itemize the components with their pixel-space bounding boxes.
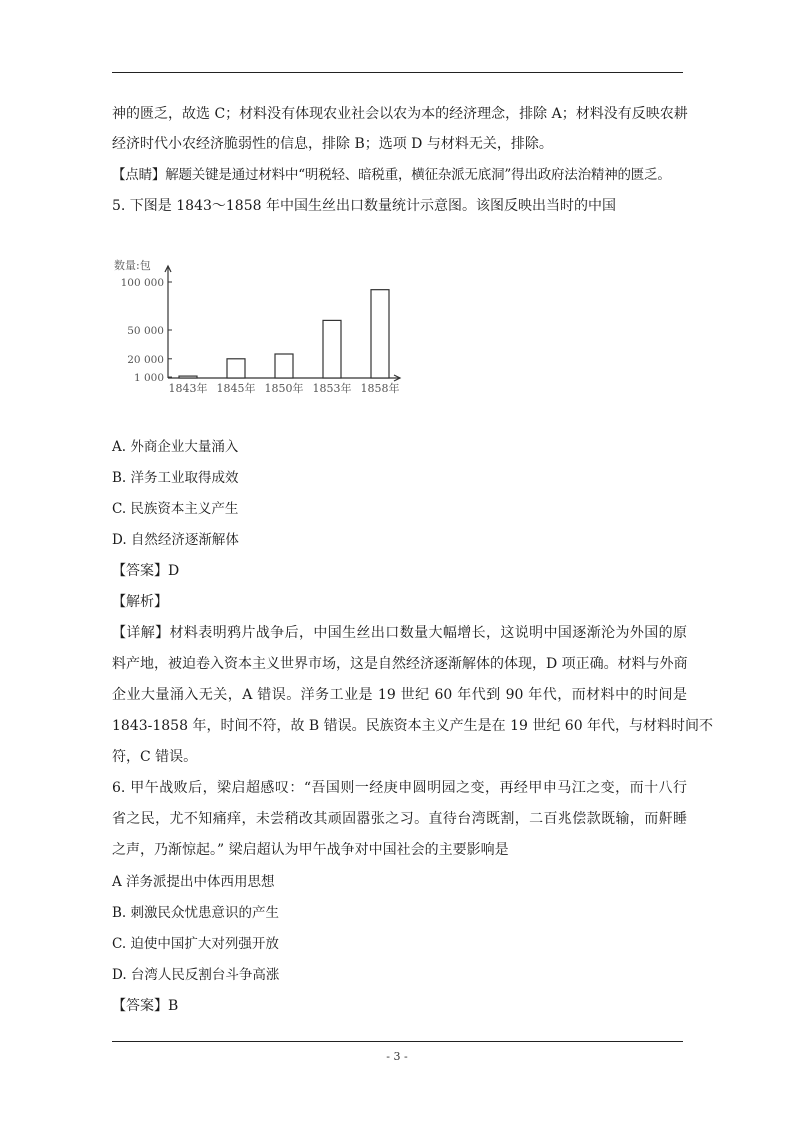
option-d: D. 台湾人民反割台斗争高涨 [112, 967, 280, 983]
question-6-stem: 省之民，尤不知痛痒，未尝稍改其顽固嚣张之习。直待台湾既割，二百兆偿款既输，而鼾睡 [112, 811, 687, 827]
option-d: D. 自然经济逐渐解体 [112, 532, 239, 548]
x-tick-label: 1853年 [312, 382, 352, 395]
x-tick-label: 1858年 [360, 382, 400, 395]
text-line: 经济时代小农经济脆弱性的信息，排除 B；选项 D 与材料无关，排除。 [112, 136, 553, 152]
detail-line: 符，C 错误。 [112, 749, 198, 765]
page-number: - 3 - [386, 1050, 408, 1063]
detail-line: 1843-1858 年，时间不符，故 B 错误。民族资本主义产生是在 19 世纪 60 年代，与材料时间不 [112, 718, 714, 734]
question-6-stem: 之声，乃渐惊起。” 梁启超认为甲午战争对中国社会的主要影响是 [112, 842, 509, 858]
x-tick-label: 1850年 [264, 382, 304, 395]
option-b: B. 刺激民众忧患意识的产生 [112, 905, 280, 921]
bar [227, 359, 245, 378]
y-tick-label: 20 000 [127, 353, 164, 366]
y-axis-label: 数量:包 [114, 259, 151, 272]
footer-rule [112, 1041, 683, 1042]
bar [275, 354, 293, 378]
option-b: B. 洋务工业取得成效 [112, 470, 239, 486]
bar [179, 376, 197, 378]
option-c: C. 民族资本主义产生 [112, 501, 239, 517]
bar [371, 290, 389, 378]
detail-line: 企业大量涌入无关，A 错误。洋务工业是 19 世纪 60 年代到 90 年代，而材料中的时间是 [112, 687, 687, 703]
option-a: A 洋务派提出中体西用思想 [112, 874, 275, 890]
answer-6: 【答案】B [112, 998, 179, 1014]
header-rule [112, 72, 683, 73]
y-tick-label: 50 000 [127, 325, 164, 337]
text-line: 神的匮乏，故选 C；材料没有体现农业社会以农为本的经济理念，排除 A；材料没有反映农耕 [112, 106, 688, 122]
y-tick-label: 1 000 [133, 372, 164, 385]
option-c: C. 迫使中国扩大对列强开放 [112, 936, 279, 952]
analysis-heading-5: 【解析】 [112, 594, 168, 610]
silk-export-bar-chart [112, 254, 412, 404]
option-a: A. 外商企业大量涌入 [112, 439, 239, 455]
detail-line: 料产地，被迫卷入资本主义世界市场，这是自然经济逐渐解体的体现，D 项正确。材料与外商 [112, 656, 688, 672]
question-6-stem: 6. 甲午战败后，梁启超感叹：“吾国则一经庚申圆明园之变，再经甲申马江之变，而十八行 [112, 780, 687, 796]
answer-5: 【答案】D [112, 563, 180, 579]
bar [323, 320, 341, 378]
x-tick-label: 1845年 [216, 382, 256, 395]
x-tick-label: 1843年 [168, 382, 208, 395]
dianjing-paragraph: 【点睛】解题关键是通过材料中“明税轻、暗税重，横征杂派无底洞”得出政府法治精神的匮乏。 [112, 167, 671, 183]
detail-line: 【详解】材料表明鸦片战争后，中国生丝出口数量大幅增长，这说明中国逐渐沦为外国的原 [112, 625, 687, 641]
question-5-stem: 5. 下图是 1843～1858 年中国生丝出口数量统计示意图。该图反映出当时的中国 [112, 198, 616, 214]
y-tick-label: 100 000 [120, 277, 164, 289]
